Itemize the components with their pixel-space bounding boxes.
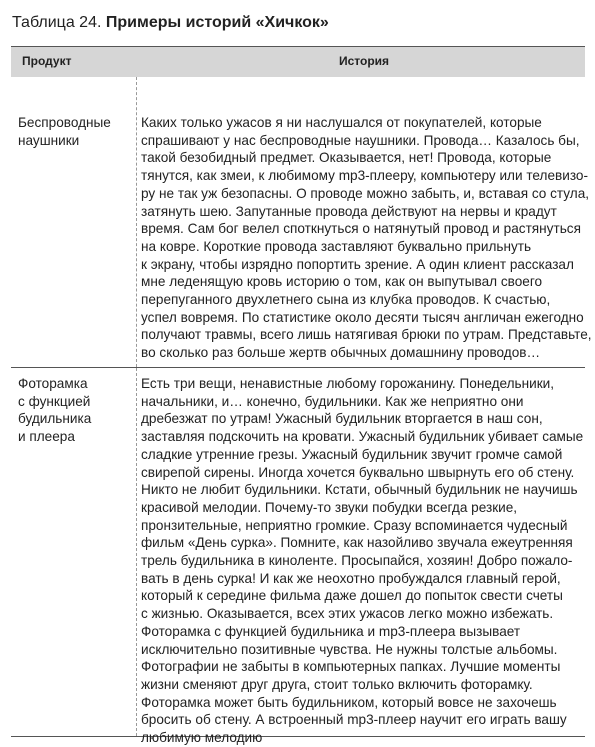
table-row xyxy=(11,368,585,746)
text-line: дребезжат по утрам! Ужасный будильник вторгается в наш сон, xyxy=(141,411,543,427)
text-line: и плеера xyxy=(18,429,75,445)
text-line: жизни сменяют друг друга, стоит только включить фоторамку. xyxy=(141,676,533,692)
product-cell xyxy=(18,114,123,149)
text-line: Никто не любит будильники. Кстати, обычный будильник не научишь xyxy=(141,482,578,498)
text-line: сладкие утренние грезы. Ужасный будильник звучит громче самой xyxy=(141,446,563,462)
text-line: пронзительные, неприятно громкие. Сразу вспоминается чудесный xyxy=(141,517,568,533)
text-line: начальники, и… конечно, будильники. Как же неприятно они xyxy=(141,393,524,409)
text-line: с функцией xyxy=(18,393,91,409)
text-line: такой безобидный предмет. Оказывается, нет! Провода, которые xyxy=(141,150,552,166)
text-line: тянутся, как змеи, к любимому mp3-плееру, компьютеру или телевизо- xyxy=(141,168,588,184)
text-line: Фоторамка xyxy=(18,376,88,391)
table-number: Таблица 24. xyxy=(12,14,102,31)
table-caption xyxy=(12,12,329,34)
text-line: который к середине фильма даже дошел до попыток свести счеты xyxy=(141,588,563,604)
text-line: бросить об стену. А встроенный mp3-плеер научит его играть вашу xyxy=(141,712,567,728)
text-line: Фоторамка с функцией будильника и mp3-плеера вызывает xyxy=(141,623,521,639)
story-cell xyxy=(136,77,592,367)
text-line: свирепой сирены. Иногда хочется буквально швырнуть его об стену. xyxy=(141,464,575,480)
text-line: спрашивают у нас беспроводные наушники. Провода… Казалось бы, xyxy=(141,132,580,148)
text-line: на ковре. Короткие провода заставляют буквально прильнуть xyxy=(141,238,532,254)
text-line: исключительно позитивные чувства. Не нужны толстые альбомы. xyxy=(141,641,558,657)
story-cell xyxy=(136,368,584,746)
text-line: время. Сам бог велел споткнуться о натянутый провод и растянуться xyxy=(141,221,581,237)
text-line: Фотографии не забыты в компьютерных папках. Лучшие моменты xyxy=(141,659,561,675)
text-line: фильм «День сурка». Помните, как назойливо звучала ежеутренняя xyxy=(141,535,573,551)
text-line: во сколько раз больше жертв обычных домашнину проводов… xyxy=(141,345,541,361)
text-line: заставляя подскочить на кровати. Ужасный будильник убивает самые xyxy=(141,429,584,445)
text-line: наушники xyxy=(18,132,80,148)
text-line: мне леденящую кровь историю о том, как он выпутывал своего xyxy=(141,274,543,290)
text-line: любимую мелодию xyxy=(141,730,263,746)
text-line: трель будильника в киноленте. Просыпайся, хозяин! Добро пожало- xyxy=(141,553,573,569)
text-line: будильника xyxy=(18,411,92,427)
table-title: Примеры историй «Хичкок» xyxy=(105,14,329,31)
product-cell xyxy=(18,375,123,446)
text-line: Беспроводные xyxy=(18,115,111,130)
text-line: Есть три вещи, ненавистные любому горожанину. Понедельники, xyxy=(141,376,555,391)
text-line: к экрану, чтобы изрядно попортить зрение. А один клиент рассказал xyxy=(141,256,574,272)
text-line: Фоторамка может быть будильником, который вовсе не захочешь xyxy=(141,694,557,710)
text-line: с жизнью. Оказывается, всех этих ужасов легко можно избежать. xyxy=(141,606,554,622)
text-line: ру не так уж безопасны. О проводе можно забыть, и, вставая со стула, xyxy=(141,185,590,201)
table-row xyxy=(11,77,592,368)
text-line: красивой мелодии. Почему-то звуки побудки всегда резкие, xyxy=(141,499,518,515)
text-line: вать в день сурка! И как же неохотно пробуждался главный герой, xyxy=(141,570,561,586)
text-line: успел вовремя. По статистике около десяти тысяч англичан ежегодно xyxy=(141,309,584,325)
text-line: получают травмы, всего лишь натягивая брюки по утрам. Представьте, xyxy=(141,327,592,343)
stories-table xyxy=(11,46,592,746)
header-product: Продукт xyxy=(22,54,72,68)
text-line: Каких только ужасов я ни наслушался от покупателей, которые xyxy=(141,115,542,130)
header-story: История xyxy=(339,54,390,68)
text-line: затянуть шею. Запутанные провода действуют на нервы и крадут xyxy=(141,203,557,219)
table-header-row xyxy=(11,46,585,77)
text-line: перепуганного двухлетнего сына из клубка проводов. К счастью, xyxy=(141,292,551,308)
